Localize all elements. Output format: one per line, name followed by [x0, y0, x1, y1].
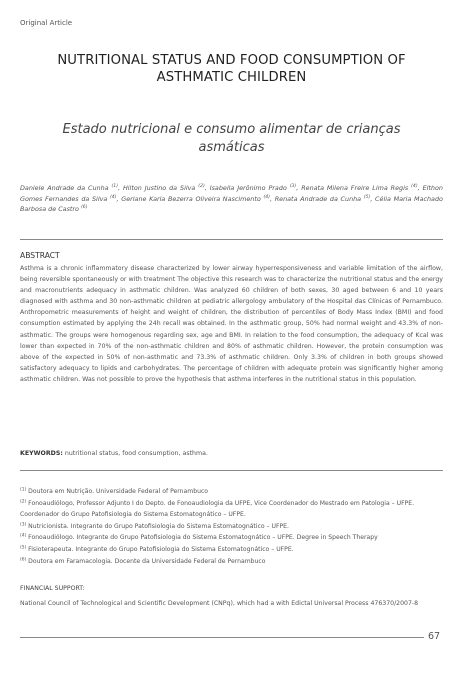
author-name: Elthon Gomes Fernandes da Silva [20, 184, 443, 203]
author-affiliation-mark: (4) [263, 194, 270, 200]
author [20, 184, 118, 192]
affiliation-text: Nutricionista. Integrante do Grupo Patofisiologia do Sistema Estomatognático – UFPE. [28, 522, 289, 530]
affiliation-text: Fisioterapeuta. Integrante do Grupo Patofisiologia do Sistema Estomatognático – UFPE. [28, 545, 294, 553]
author-affiliation-mark: (2) [198, 184, 205, 189]
author-affiliation-mark: (4) [411, 184, 418, 189]
author [121, 195, 270, 203]
affiliation-mark: (3) [20, 522, 27, 528]
author [123, 184, 205, 192]
divider-bottom [20, 470, 443, 471]
title-line-2: ASTHMATIC CHILDREN [156, 70, 307, 85]
author-affiliation-mark: (5) [363, 194, 371, 200]
affiliation-item [20, 544, 443, 556]
keywords [20, 450, 443, 457]
author-name: Hilton Justino da Silva [122, 184, 196, 192]
affiliation-list [20, 486, 443, 567]
affiliation-text: Doutora em Nutrição. Universidade Federal of Pernambuco [28, 488, 209, 495]
affiliation-mark: (5) [20, 545, 27, 551]
page-number: 67 [428, 631, 441, 642]
author-name: Gerlane Karla Bezerra Oliveira Nascimento [121, 194, 261, 203]
affiliation-item [20, 498, 443, 521]
footer-rule [20, 637, 424, 638]
abstract-body: Asthma is a chronic inflammatory disease characterized by lower airway hyperresponsiveness and variable limitation of the airflow, being reversible spontaneously or with treatment The objective this research was to characterize the nutritional status and the energy and macronutrients adequacy in asthmatic children. Was analyzed 60 children of both sexes, 30 aged between 6 and 10 years diagnosed with asthma and 30 non-asthmatic children at pediatric allergology ambulatory of the Hospital das Clínicas of Pernambuco. Anthropometric measurements of height and weight of children, the distribution of percentiles of Body Mass Index (BMI) and food consumption estimated by applying the 24h recall was obtained. In the asthmatic group, 50% had normal weight and 43.3% of non-asthmatic. The groups were homogenous regarding sex, age and BMI. In relation to the food consumption, the adequacy of Kcal was lower than expected in 70% of the non-asthmatic children and 80% of asthmatic children. However, the protein consumption was above of the expected in 50% of non-asthmatic and 73.3% of asthmatic children. Only 3.3% of children in both groups showed satisfactory adequacy to lipids and carbohydrates. The percentage of children with adequate protein was significantly higher among asthmatic children. Was not possible to prove the hypothesis that asthma interferes in the nutritional status in this population. [20, 265, 443, 383]
author [210, 184, 297, 192]
author-affiliation-mark: (6) [81, 205, 88, 210]
affiliation-text: Fonoaudiólogo. Integrante do Grupo Patofisiologia do Sistema Estomatognático – UFPE. Degree in Speech Therapy [28, 534, 378, 542]
affiliation-mark: (4) [20, 533, 27, 539]
author-name: Isabella Jerônimo Prado [209, 184, 287, 192]
affiliation-item [20, 486, 443, 498]
subtitle-line-2: asmáticas [198, 140, 265, 155]
divider-top [20, 239, 443, 240]
section-label: Original Article [20, 19, 73, 27]
affiliation-mark: (6) [20, 557, 27, 563]
author-affiliation-mark: (1) [111, 184, 119, 189]
keywords-text: nutritional status, food consumption, asthma. [64, 450, 208, 457]
author [275, 195, 371, 203]
affiliation-text: Fonoaudiólogo, Professor Adjunto I do Depto. de Fonoaudiologia da UFPE, Vice Coordenador do Mestrado em Patologia – UFPE. Coordenador do Grupo Patofisiologia do Sistema Estomatognático – UFPE. [20, 499, 415, 519]
author-affiliation-mark: (4) [110, 194, 117, 200]
financial-support-heading: FINANCIAL SUPPORT: [20, 585, 85, 592]
affiliation-item [20, 521, 443, 533]
affiliation-item [20, 556, 443, 568]
keywords-label: KEYWORDS: [20, 450, 63, 457]
affiliation-mark: (2) [20, 499, 27, 505]
author [301, 184, 417, 192]
author-list: Daniele Andrade da Cunha $^{(1)}$, Hilton Justino da Silva $^{(2)}$, Isabella Jerônimo Prado $^{(3)}$, Renata Milena Freire Lima Regis $^{(4)}$, Elthon Gomes Fernandes da Silva $^{(4)}$, Gerlane Karla Bezerra Oliveira Nascimento $^{(4)}$, Renata Andrade da Cunha $^{(5)}$, Célia Maria Machado Barbosa de Castro $^{(6)}$ [20, 184, 443, 213]
author-name: Célia Maria Machado Barbosa de Castro [20, 194, 443, 213]
article-subtitle [20, 121, 443, 157]
affiliation-item [20, 532, 443, 544]
article-title [20, 52, 443, 86]
author-name: Renata Milena Freire Lima Regis [301, 184, 409, 192]
financial-support-text: National Council of Technological and Scientific Development (CNPq), which had a with Edictal Universal Process 476370/2007-8 [20, 600, 419, 607]
subtitle-line-1: Estado nutricional e consumo alimentar de crianças [62, 122, 401, 137]
title-line-1: NUTRITIONAL STATUS AND FOOD CONSUMPTION OF [57, 53, 406, 68]
author-affiliation-mark: (3) [289, 184, 297, 189]
abstract-heading: ABSTRACT [20, 251, 60, 260]
author-name: Daniele Andrade da Cunha [20, 184, 109, 192]
affiliation-mark: (1) [20, 487, 27, 493]
author-name: Renata Andrade da Cunha [274, 194, 362, 203]
affiliation-text: Doutora em Faramacologia. Docente da Universidade Federal de Pernambuco [28, 557, 266, 565]
